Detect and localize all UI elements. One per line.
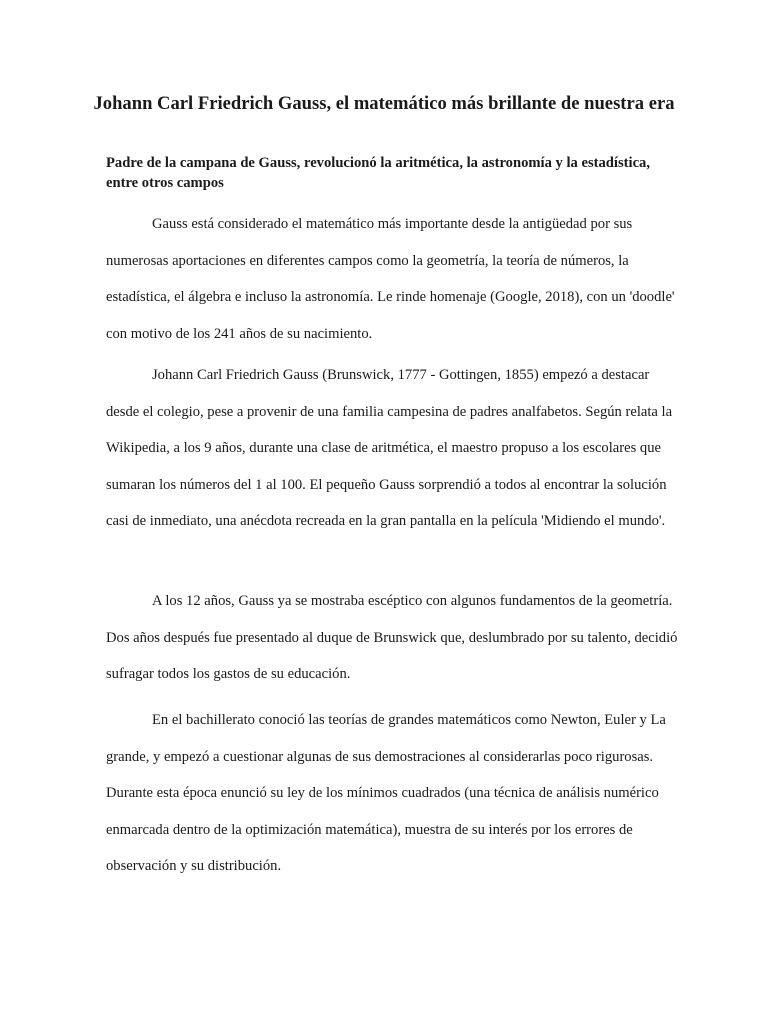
paragraph-1: Gauss está considerado el matemático más importante desde la antigüedad por sus numerosas aportaciones en diferentes campos como la geometría, la teoría de números, la estadística, el álgebra e incluso la astronomía. Le rinde homenaje (Google, 2018), con un 'doodle' con motivo de los 241 años de su nacimiento. — [106, 216, 675, 342]
paragraph-3: A los 12 años, Gauss ya se mostraba escéptico con algunos fundamentos de la geometría. Dos años después fue presentado al duque de Brunswick que, deslumbrado por su talento, decidió sufragar todos los gastos de su educación. — [106, 593, 678, 682]
document-title: Johann Carl Friedrich Gauss, el matemático más brillante de nuestra era — [93, 93, 675, 114]
paragraph-2: Johann Carl Friedrich Gauss (Brunswick, 1777 - Gottingen, 1855) empezó a destacar desde el colegio, pese a provenir de una familia campesina de padres analfabetos. Según relata la Wikipedia, a los 9 años, durante una clase de aritmética, el maestro propuso a los escolares que sumaran los números del 1 al 100. El pequeño Gauss sorprendió a todos al encontrar la solución casi de inmediato, una anécdota recreada en la gran pantalla en la película 'Midiendo el mundo'. — [106, 367, 673, 529]
document-subtitle: Padre de la campana de Gauss, revolucionó la aritmética, la astronomía y la estadística, entre otros campos — [106, 155, 650, 191]
paragraph-4: En el bachillerato conoció las teorías de grandes matemáticos como Newton, Euler y La grande, y empezó a cuestionar algunas de sus demostraciones al considerarlas poco rigurosas. Durante esta época enunció su ley de los mínimos cuadrados (una técnica de análisis numérico enmarcada dentro de la optimización matemática), muestra de su interés por los errores de observación y su distribución. — [106, 712, 666, 874]
